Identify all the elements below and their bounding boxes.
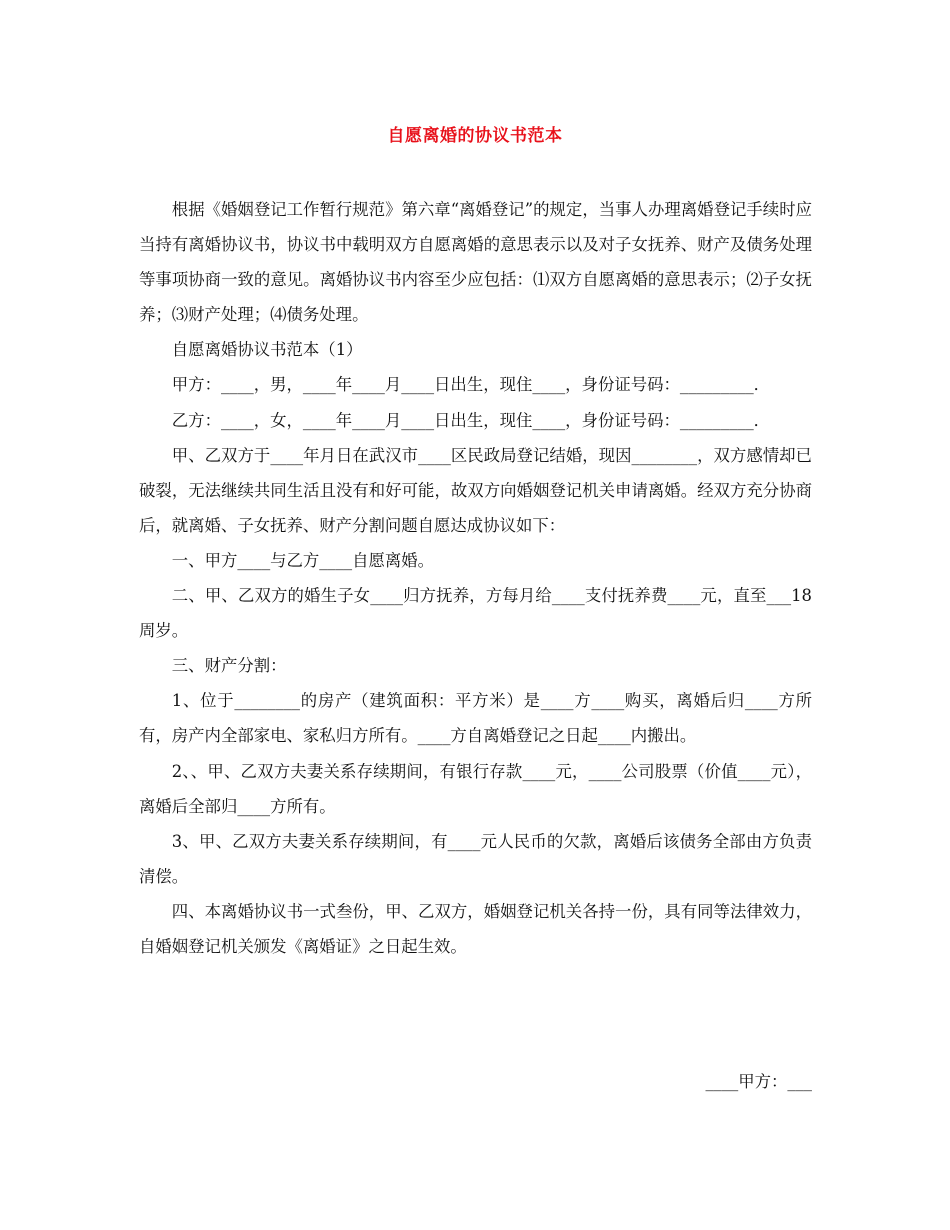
marriage-paragraph: 甲、乙双方于____年月日在武汉市____区民政局登记结婚，现因________，双方感情却已破裂，无法继续共同生活且没有和好可能，故双方向婚姻登记机关申请离婚。经双方充分协商后，就离婚、子女抚养、财产分割问题自愿达成协议如下： bbox=[139, 445, 812, 535]
clause-one: 一、甲方____与乙方____自愿离婚。 bbox=[171, 550, 435, 570]
document-body bbox=[139, 192, 812, 964]
clause-two: 二、甲、乙双方的婚生子女____归方抚养，方每月给____支付抚养费____元，直至___18周岁。 bbox=[139, 586, 812, 641]
clause-three-heading: 三、财产分割： bbox=[171, 656, 287, 676]
party-a-line: 甲方：____，男，____年____月____日出生，现住____，身份证号码：_________． bbox=[171, 375, 771, 395]
party-b-line: 乙方：____，女，____年____月____日出生，现住____，身份证号码：_________． bbox=[171, 410, 771, 430]
intro-paragraph: 根据《婚姻登记工作暂行规范》第六章“离婚登记”的规定，当事人办理离婚登记手续时应当持有离婚协议书，协议书中载明双方自愿离婚的意思表示以及对子女抚养、财产及债务处理等事项协商一致的意见。离婚协议书内容至少应包括：⑴双方自愿离婚的意思表示；⑵子女抚养；⑶财产处理；⑷债务处理。 bbox=[139, 200, 812, 325]
sample-heading: 自愿离婚协议书范本（1） bbox=[171, 340, 363, 360]
signature-line: ____甲方：___ bbox=[705, 1072, 812, 1091]
document-title: 自愿离婚的协议书范本 bbox=[387, 126, 563, 146]
property-item-3: 3、甲、乙双方夫妻关系存续期间，有____元人民币的欠款，离婚后该债务全部由方负责清偿。 bbox=[139, 831, 812, 886]
property-item-2: 2、、甲、乙双方夫妻关系存续期间，有银行存款____元，____公司股票（价值____元），离婚后全部归____方所有。 bbox=[139, 761, 812, 816]
clause-four: 四、本离婚协议书一式叁份，甲、乙双方，婚姻登记机关各持一份，具有同等法律效力，自婚姻登记机关颁发《离婚证》之日起生效。 bbox=[139, 901, 812, 956]
property-item-1: 1、位于________的房产（建筑面积：平方米）是____方____购买，离婚后归____方所有，房产内全部家电、家私归方所有。____方自离婚登记之日起____内搬出。 bbox=[139, 691, 812, 746]
